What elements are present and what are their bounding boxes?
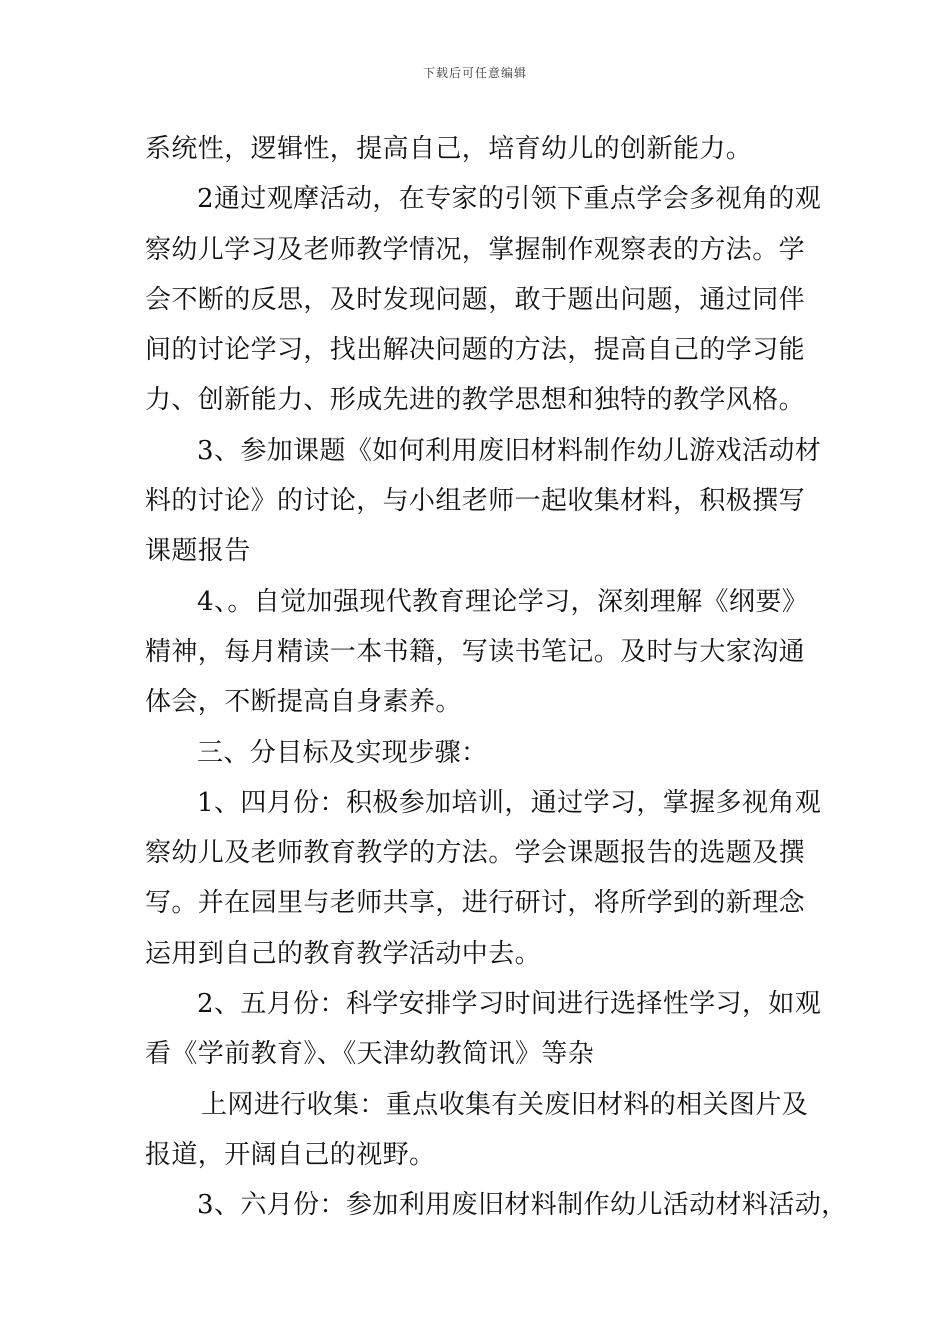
text-line: 会不断的反思，及时发现问题，敢于题出问题，通过同伴 — [145, 284, 806, 315]
text-line: 2通过观摩活动，在专家的引领下重点学会多视角的观 — [197, 184, 822, 215]
text-line: 察幼儿学习及老师教学情况，掌握制作观察表的方法。学 — [145, 234, 806, 265]
text-line: 4、。自觉加强现代教育理论学习，深刻理解《纲要》 — [197, 586, 809, 617]
text-line: 察幼儿及老师教育教学的方法。学会课题报告的选题及撰 — [145, 838, 806, 869]
text-line: 3、参加课题《如何利用废旧材料制作幼儿游戏活动材 — [197, 435, 822, 466]
text-line: 体会，不断提高自身素养。 — [145, 687, 462, 718]
section-heading: 三、分目标及实现步骤： — [197, 737, 488, 768]
document-body — [145, 124, 848, 1231]
text-line: 2、五月份：科学安排学习时间进行选择性学习，如观 — [197, 989, 822, 1020]
text-line: 1、四月份：积极参加培训，通过学习，掌握多视角观 — [197, 787, 822, 818]
text-line: 料的讨论》的讨论，与小组老师一起收集材料，积极撰写 — [145, 486, 806, 517]
text-line: 课题报告 — [145, 536, 251, 567]
text-line: 3、六月份：参加利用废旧材料制作幼儿活动材料活动， — [197, 1190, 848, 1221]
text-line: 看《学前教育》、《天津幼教简讯》等杂 — [145, 1039, 595, 1070]
page-header: 下载后可任意编辑 — [422, 66, 527, 80]
text-line: 间的讨论学习，找出解决问题的方法，提高自己的学习能 — [145, 335, 806, 366]
text-line: 上网进行收集：重点收集有关废旧材料的相关图片及 — [201, 1089, 809, 1120]
text-line: 系统性，逻辑性，提高自己，培育幼儿的创新能力。 — [145, 134, 753, 164]
text-line: 运用到自己的教育教学活动中去。 — [145, 938, 542, 969]
text-line: 力、创新能力、形成先进的教学思想和独特的教学风格。 — [145, 385, 806, 416]
text-line: 精神，每月精读一本书籍，写读书笔记。及时与大家沟通 — [145, 636, 806, 667]
text-line: 写。并在园里与老师共享，进行研讨，将所学到的新理念 — [145, 888, 806, 919]
text-line: 报道，开阔自己的视野。 — [145, 1139, 436, 1170]
